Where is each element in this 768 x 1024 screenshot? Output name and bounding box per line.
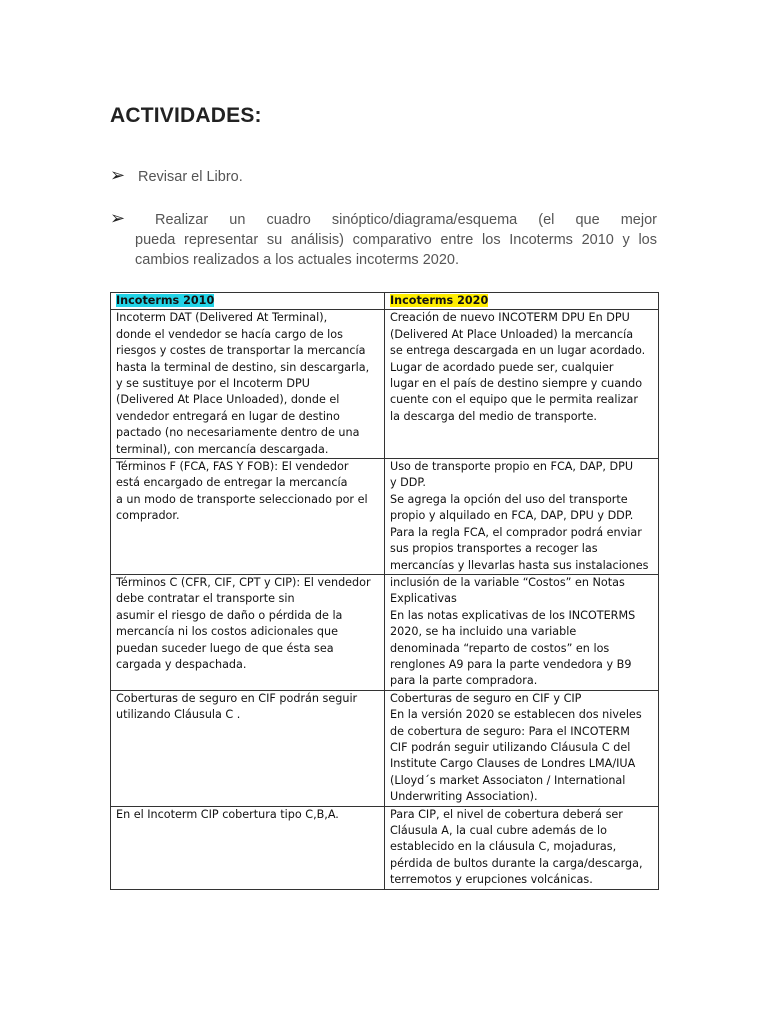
- cell-text-line: establecido en la cláusula C, mojaduras,: [390, 840, 617, 854]
- cell-text-line: cuente con el equipo que le permita realizar: [390, 393, 638, 407]
- table-row: [111, 310, 659, 459]
- bullet-line: Realizar un cuadro sinóptico/diagrama/esquema (el que mejor: [155, 212, 657, 228]
- cell-text-line: denominada “reparto de costos” en los: [390, 641, 610, 655]
- bullet-text: [135, 210, 657, 270]
- cell-text-line: Para la regla FCA, el comprador podrá enviar: [390, 525, 642, 539]
- cell-text-line: vendedor entregará en lugar de destino: [116, 409, 340, 423]
- cell-text-line: utilizando Cláusula C .: [116, 708, 241, 722]
- cell-text-line: sus propios transportes a recoger las: [390, 542, 598, 556]
- cell-text-line: Términos F (FCA, FAS Y FOB): El vendedor: [116, 460, 349, 474]
- cell-2010: [111, 806, 385, 889]
- arrow-bullet-icon: ➢: [110, 208, 126, 229]
- cell-text-line: Explicativas: [390, 592, 457, 606]
- cell-2010: [111, 574, 385, 690]
- cell-2020: [385, 459, 659, 575]
- cell-text-line: está encargado de entregar la mercancía: [116, 476, 348, 490]
- cell-text-line: cargada y despachada.: [116, 657, 247, 671]
- cell-text-line: pactado (no necesariamente dentro de una: [116, 426, 360, 440]
- cell-text-line: asumir el riesgo de daño o pérdida de la: [116, 608, 343, 622]
- cell-text-line: para la parte compradora.: [390, 674, 538, 688]
- cell-text-line: Institute Cargo Clauses de Londres LMA/IUA: [390, 757, 636, 771]
- page-title: ACTIVIDADES:: [110, 104, 262, 127]
- cell-text-line: Uso de transporte propio en FCA, DAP, DPU: [390, 460, 634, 474]
- table-row: [111, 806, 659, 889]
- cell-2010: [111, 310, 385, 459]
- cell-text-line: Lugar de acordado puede ser, cualquier: [390, 360, 614, 374]
- cell-text-line: CIF podrán seguir utilizando Cláusula C del: [390, 740, 631, 754]
- cell-text-line: debe contratar el transporte sin: [116, 592, 295, 606]
- comparison-table: [110, 292, 659, 890]
- cell-text-line: En el Incoterm CIP cobertura tipo C,B,A.: [116, 807, 339, 821]
- cell-text-line: mercancías y llevarlas hasta sus instalaciones: [390, 558, 649, 572]
- cell-text-line: lugar en el país de destino siempre y cuando: [390, 377, 643, 391]
- bullet-line: pueda representar su análisis) comparativo entre los Incoterms 2010 y los: [135, 232, 657, 248]
- cell-2010: [111, 690, 385, 806]
- table-header-cell: [111, 293, 385, 310]
- cell-text-line: 2020, se ha incluido una variable: [390, 625, 577, 639]
- table-header-row: [111, 293, 659, 310]
- cell-text-line: puedan suceder luego de que ésta sea: [116, 641, 334, 655]
- cell-text-line: En la versión 2020 se establecen dos niveles: [390, 708, 642, 722]
- cell-text-line: Underwriting Association).: [390, 790, 538, 804]
- cell-text-line: donde el vendedor se hacía cargo de los: [116, 327, 343, 341]
- cell-text-line: mercancía ni los costos adicionales que: [116, 625, 339, 639]
- cell-text-line: la descarga del medio de transporte.: [390, 409, 597, 423]
- cell-text-line: comprador.: [116, 509, 180, 523]
- cell-text-line: Coberturas de seguro en CIF podrán seguir: [116, 691, 358, 705]
- cell-text-line: (Delivered At Place Unloaded) la mercancía: [390, 327, 634, 341]
- cell-text-line: (Delivered At Place Unloaded), donde el: [116, 393, 340, 407]
- cell-text-line: Coberturas de seguro en CIF y CIP: [390, 691, 582, 705]
- cell-text-line: (Lloyd´s market Associaton / International: [390, 773, 626, 787]
- cell-2020: [385, 690, 659, 806]
- cell-text-line: y DDP.: [390, 476, 426, 490]
- cell-text-line: hasta la terminal de destino, sin descargarla,: [116, 360, 370, 374]
- cell-text-line: terremotos y erupciones volcánicas.: [390, 873, 593, 887]
- cell-text-line: se entrega descargada en un lugar acordado.: [390, 344, 646, 358]
- cell-text-line: Para CIP, el nivel de cobertura deberá ser: [390, 807, 623, 821]
- cell-text-line: Creación de nuevo INCOTERM DPU En DPU: [390, 311, 630, 325]
- bullet-line: cambios realizados a los actuales incoterms 2020.: [135, 252, 459, 268]
- arrow-bullet-icon: ➢: [110, 165, 126, 186]
- table-row: [111, 690, 659, 806]
- bullet-text: Revisar el Libro.: [138, 169, 243, 185]
- cell-2020: [385, 574, 659, 690]
- cell-2020: [385, 806, 659, 889]
- table-header-cell: [385, 293, 659, 310]
- cell-text-line: En las notas explicativas de los INCOTERMS: [390, 608, 636, 622]
- cell-text-line: a un modo de transporte seleccionado por el: [116, 492, 368, 506]
- cell-2020: [385, 310, 659, 459]
- cell-text-line: Cláusula A, la cual cubre además de lo: [390, 824, 607, 837]
- cell-text-line: Incoterm DAT (Delivered At Terminal),: [116, 311, 328, 325]
- cell-text-line: inclusión de la variable “Costos” en Notas: [390, 575, 625, 589]
- cell-2010: [111, 459, 385, 575]
- header-incoterms-2020: Incoterms 2020: [390, 294, 489, 307]
- table-row: [111, 574, 659, 690]
- cell-text-line: Términos C (CFR, CIF, CPT y CIP): El vendedor: [116, 575, 371, 589]
- cell-text-line: de cobertura de seguro: Para el INCOTERM: [390, 724, 630, 738]
- table-row: [111, 459, 659, 575]
- header-incoterms-2010: Incoterms 2010: [116, 294, 215, 307]
- cell-text-line: renglones A9 para la parte vendedora y B9: [390, 657, 632, 671]
- cell-text-line: Se agrega la opción del uso del transporte: [390, 492, 628, 506]
- cell-text-line: terminal), con mercancía descargada.: [116, 442, 329, 456]
- cell-text-line: pérdida de bultos durante la carga/descarga,: [390, 856, 643, 870]
- cell-text-line: riesgos y costes de transportar la mercancía: [116, 344, 366, 358]
- cell-text-line: y se sustituye por el Incoterm DPU: [116, 377, 310, 391]
- cell-text-line: propio y alquilado en FCA, DAP, DPU y DDP.: [390, 509, 634, 523]
